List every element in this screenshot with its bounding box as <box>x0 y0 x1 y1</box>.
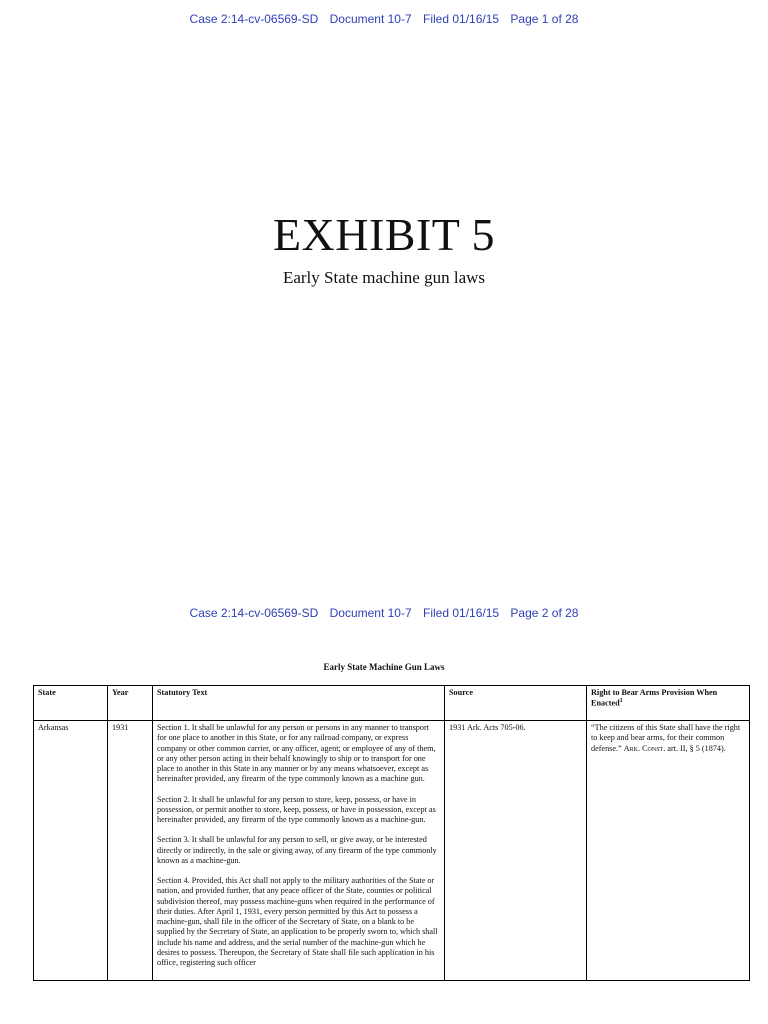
statute-section: Section 4. Provided, this Act shall not apply to the military authorities of the State or nation, and provided further, that any peace officer of the State, counties or political subdivision thereof, may possess machine-guns when required in the performance of their duties. After April 1, 1931, every person permitted by this Act to possess a machine-gun, shall file in the officer of the Secretary of State, on a blank to be supplied by the Secretary of State, an application to be properly sworn to, which shall include his name and address, and the serial number of the machine-gun which he desires to possess. Thereupon, the Secretary of State shall file such application in his office, registering such officer <box>157 876 438 967</box>
statute-section: Section 1. It shall be unlawful for any person or persons in any manner to transport for one place to another in this State, or for any railroad company, or express company or other common carrier, or any officer, agent; or employee of any of them, or any other person acting in their behalf knowingly to ship or to transport for one place to another in this State in any manner or by any means whatsoever, except as hereinafter provided, any firearm of the type commonly known as a machine gun. <box>157 723 436 784</box>
column-header-state: State <box>34 686 108 721</box>
statute-section: Section 3. It shall be unlawful for any person to sell, or give away, or be interested directly or indirectly, in the sale or giving away, of any firearm of the type commonly known as a machine-gun. <box>157 835 437 865</box>
column-header-source: Source <box>445 686 587 721</box>
table-title: Early State Machine Gun Laws <box>323 662 445 672</box>
source-cell: 1931 Ark. Acts 705-06. <box>445 721 587 981</box>
state-cell: Arkansas <box>34 721 108 981</box>
year-cell: 1931 <box>108 721 153 981</box>
rights-provision-cell <box>587 721 750 981</box>
rights-quote: “The citizens of this State shall have the right to keep and bear arms, for their common defense.” <box>591 723 741 753</box>
machine-gun-laws-table <box>33 685 750 981</box>
table-row <box>34 721 750 981</box>
rights-constitution: Ark. Const. <box>623 743 666 753</box>
rights-citation: art. II, § 5 (1874). <box>667 743 726 753</box>
page-number: Page 1 of 28 <box>510 12 579 26</box>
footnote-marker: 1 <box>619 698 623 705</box>
page-2-header <box>0 606 768 620</box>
filed-date: Filed 01/16/15 <box>423 12 500 26</box>
column-header-year: Year <box>108 686 153 721</box>
page-1-header <box>0 12 768 26</box>
table-header-row <box>34 686 750 721</box>
column-header-right-to-bear-arms <box>587 686 750 721</box>
case-number: Case 2:14-cv-06569-SD <box>189 606 319 620</box>
exhibit-title: EXHIBIT 5 <box>272 209 496 260</box>
document-number: Document 10-7 <box>329 12 412 26</box>
rights-header-label: Right to Bear Arms Provision When Enacted <box>591 688 718 708</box>
statute-section: Section 2. It shall be unlawful for any person to store, keep, possess, or have in possession, or permit another to store, keep, possess, or have in possession, except as hereinafter provided, any firearm of the type commonly known as a machine-gun. <box>157 794 436 824</box>
case-number: Case 2:14-cv-06569-SD <box>189 12 319 26</box>
page-number: Page 2 of 28 <box>510 606 579 620</box>
filed-date: Filed 01/16/15 <box>423 606 500 620</box>
statutory-text-cell <box>153 721 445 981</box>
column-header-statutory-text: Statutory Text <box>153 686 445 721</box>
document-number: Document 10-7 <box>329 606 412 620</box>
exhibit-subtitle: Early State machine gun laws <box>282 268 486 287</box>
